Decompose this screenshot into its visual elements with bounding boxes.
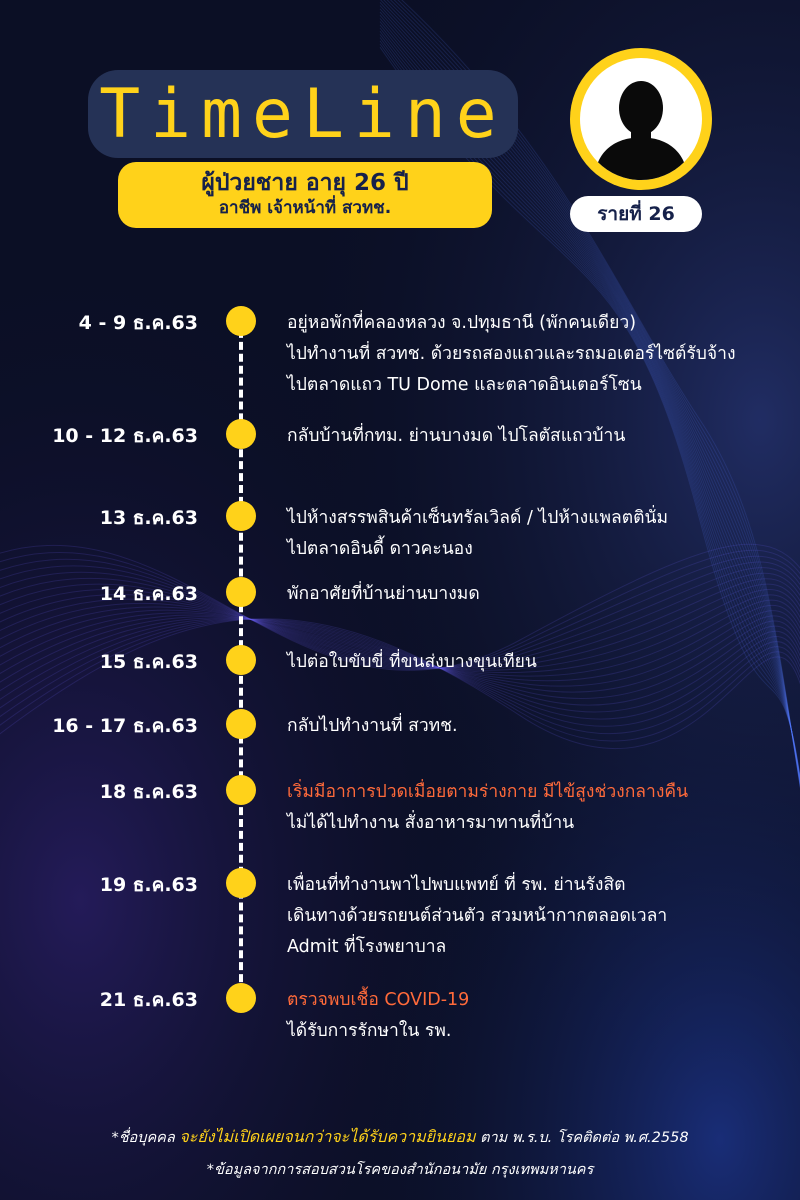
patient-occupation: อาชีพ เจ้าหน้าที่ สวทช. <box>218 198 392 218</box>
disclaimer-highlight: จะยังไม่เปิดเผยจนกว่าจะได้รับความยินยอม <box>179 1127 476 1146</box>
title-panel <box>88 70 518 158</box>
timeline-description <box>287 777 787 839</box>
timeline-description <box>287 503 787 565</box>
timeline-dot <box>226 577 256 607</box>
timeline-dot <box>226 419 256 449</box>
timeline-dot <box>226 775 256 805</box>
timeline-dot <box>226 709 256 739</box>
timeline-alert-line: เริ่มมีอาการปวดเมื่อยตามร่างกาย มีไข้สูงช่วงกลางคืน <box>287 782 689 802</box>
page-title: TimeLine <box>99 74 507 154</box>
timeline-line: ไปต่อใบขับขี่ ที่ขนส่งบางขุนเทียน <box>287 652 537 672</box>
timeline-description <box>287 308 787 401</box>
timeline-line: ไปห้างสรรพสินค้าเซ็นทรัลเวิลด์ / ไปห้างแพลตตินั่ม <box>287 508 668 528</box>
timeline-line: ไปตลาดอินดี้ ดาวคะนอง <box>287 539 473 559</box>
case-number-badge: รายที่ 26 <box>570 196 702 232</box>
timeline-description <box>287 985 787 1047</box>
timeline-description <box>287 870 787 963</box>
patient-info-banner <box>118 162 492 228</box>
timeline-dot <box>226 868 256 898</box>
source-note: *ข้อมูลจากการสอบสวนโรคของสำนักอนามัย กรุงเทพมหานคร <box>206 1162 594 1178</box>
timeline-dot <box>226 306 256 336</box>
timeline-alert-line: ตรวจพบเชื้อ COVID-19 <box>287 990 470 1010</box>
timeline-date: 19 ธ.ค.63 <box>99 874 198 896</box>
patient-summary: ผู้ป่วยชาย อายุ 26 ปี <box>201 170 409 196</box>
timeline-date: 14 ธ.ค.63 <box>99 583 198 605</box>
timeline-description <box>287 421 787 452</box>
timeline-dot <box>226 983 256 1013</box>
timeline-line: กลับไปทำงานที่ สวทช. <box>287 716 458 736</box>
timeline-line: ไปตลาดแถว TU Dome และตลาดอินเตอร์โซน <box>287 375 642 395</box>
timeline-date: 18 ธ.ค.63 <box>99 781 198 803</box>
timeline-description <box>287 647 787 678</box>
timeline-line: ได้รับการรักษาใน รพ. <box>287 1021 452 1041</box>
timeline-date: 16 - 17 ธ.ค.63 <box>52 715 198 737</box>
timeline-line: เดินทางด้วยรถยนต์ส่วนตัว สวมหน้ากากตลอดเวลา <box>287 906 668 926</box>
timeline-dot <box>226 501 256 531</box>
timeline-line: เพื่อนที่ทำงานพาไปพบแพทย์ ที่ รพ. ย่านรังสิต <box>287 875 626 895</box>
timeline-description <box>287 579 787 610</box>
timeline-description <box>287 711 787 742</box>
timeline-date: 10 - 12 ธ.ค.63 <box>52 425 198 447</box>
timeline-dot <box>226 645 256 675</box>
timeline-date: 4 - 9 ธ.ค.63 <box>78 312 198 334</box>
timeline-date: 15 ธ.ค.63 <box>99 651 198 673</box>
avatar <box>570 48 712 190</box>
timeline-line: พักอาศัยที่บ้านย่านบางมด <box>287 584 480 604</box>
timeline-line: อยู่หอพักที่คลองหลวง จ.ปทุมธานี (พักคนเดียว) <box>287 313 637 333</box>
disclaimer-note: *ชื่อบุคคล จะยังไม่เปิดเผยจนกว่าจะได้รับความยินยอม ตาม พ.ร.บ. โรคติดต่อ พ.ศ.2558 <box>111 1127 689 1146</box>
person-silhouette-icon <box>580 58 702 180</box>
timeline-line: กลับบ้านที่กทม. ย่านบางมด ไปโลตัสแถวบ้าน <box>287 426 626 446</box>
timeline-date: 21 ธ.ค.63 <box>99 989 198 1011</box>
timeline-line: ไม่ได้ไปทำงาน สั่งอาหารมาทานที่บ้าน <box>287 813 575 833</box>
timeline-line: ไปทำงานที่ สวทช. ด้วยรถสองแถวและรถมอเตอร์ไซต์รับจ้าง <box>287 344 736 364</box>
timeline-date: 13 ธ.ค.63 <box>99 507 198 529</box>
timeline-line: Admit ที่โรงพยาบาล <box>287 937 447 957</box>
